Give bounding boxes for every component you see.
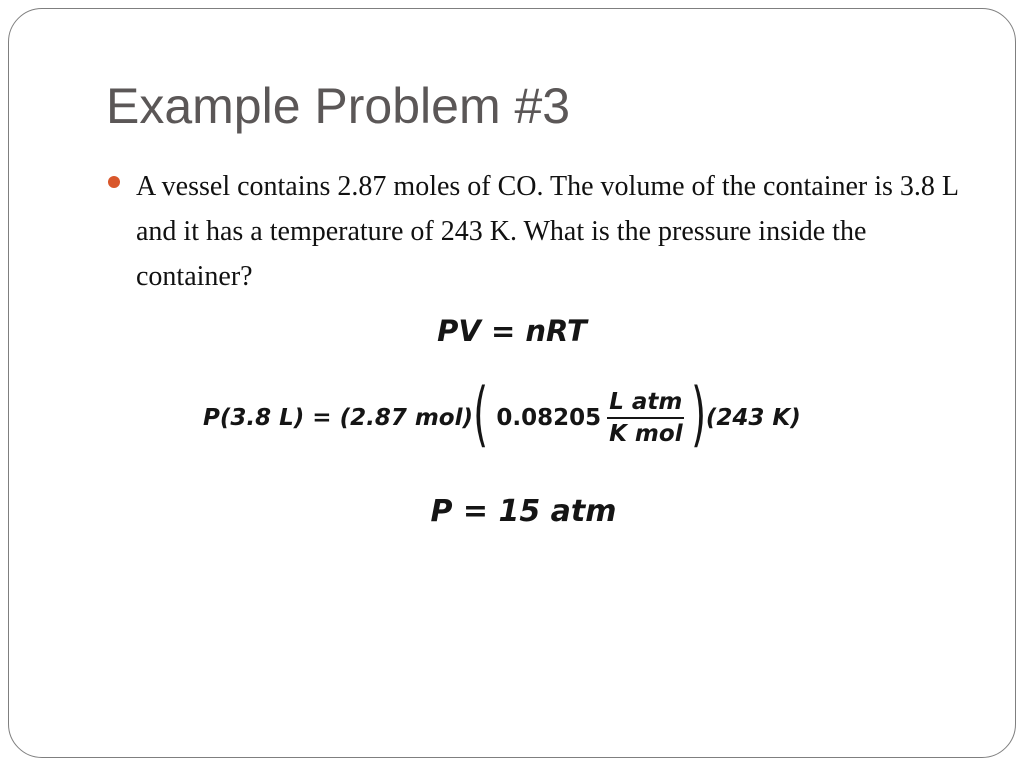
- equation-substitution-lhs: P(3.8 L) = (2.87 mol): [203, 405, 474, 431]
- left-paren-icon: (: [473, 373, 489, 455]
- slide-title: Example Problem #3: [106, 78, 571, 134]
- bullet-text: A vessel contains 2.87 moles of CO. The volume of the container is 3.8 L and it has a temperature of 243 K. What is the pressure inside the container?: [136, 171, 958, 292]
- gas-constant-value: 0.08205: [496, 405, 602, 431]
- equation-ideal-gas-law: [0, 314, 1024, 348]
- equation-ideal-gas-law-text: PV = nRT: [437, 314, 587, 348]
- bullet-dot-icon: [108, 176, 120, 188]
- equation-substitution-tail: (243 K): [705, 405, 801, 431]
- fraction-numerator: L atm: [607, 387, 684, 419]
- equation-result: [0, 494, 1024, 529]
- fraction-denominator: K mol: [609, 421, 683, 447]
- equation-result-text: P = 15 atm: [430, 494, 617, 529]
- right-paren-icon: ): [690, 373, 706, 455]
- gas-constant-units-fraction: [607, 387, 684, 449]
- equation-substitution: [203, 373, 801, 459]
